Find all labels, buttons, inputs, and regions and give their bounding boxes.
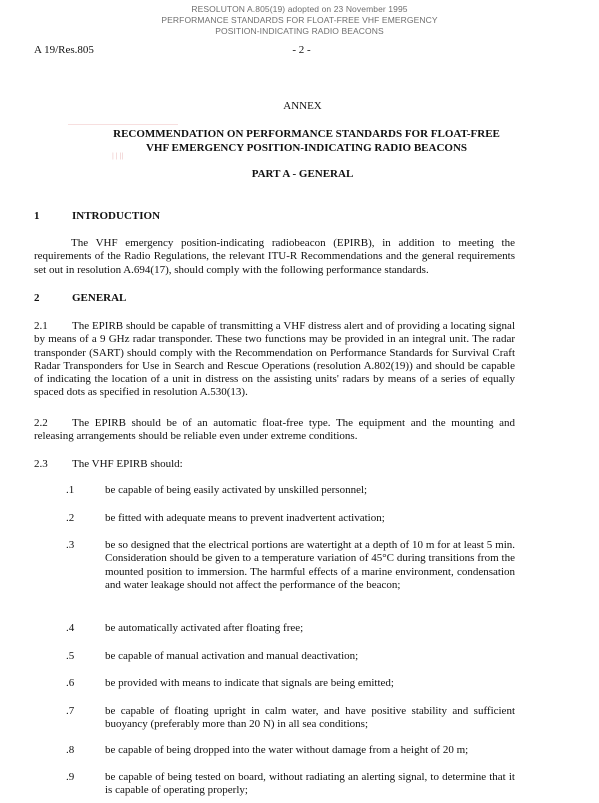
title-line-2: VHF EMERGENCY POSITION-INDICATING RADIO BEACONS xyxy=(145,142,468,154)
intro-paragraph: The VHF emergency position-indicating radiobeacon (EPIRB), in addition to meeting the requirements of the Radio Regulations, the relevant ITU-R Recommendations and the general requirements set out in resolution A.694(17), should comply with the following performance standards. xyxy=(34,237,515,276)
list-item-text: be fitted with adequate means to prevent inadvertent activation; xyxy=(105,512,385,524)
page-number: - 2 - xyxy=(292,44,311,56)
section-title: INTRODUCTION xyxy=(72,210,161,222)
running-header-line-3: POSITION-INDICATING RADIO BEACONS xyxy=(215,26,384,36)
list-item-text: be provided with means to indicate that signals are being emitted; xyxy=(105,677,394,689)
list-item-text: be capable of floating upright in calm water, and have positive stability and sufficient buoyancy (preferably more than 20 N) in all sea conditions; xyxy=(105,705,515,731)
annex-heading: ANNEX xyxy=(283,100,322,112)
faint-stamp-mark: | | || xyxy=(68,124,178,161)
list-item-text: be capable of manual activation and manual deactivation; xyxy=(105,650,359,662)
paragraph-number: 2.2 xyxy=(34,417,48,429)
section-title: GENERAL xyxy=(72,292,127,304)
paragraph-number: 2.1 xyxy=(34,320,48,332)
paragraph-2-3 xyxy=(34,458,515,471)
list-item-number: .7 xyxy=(66,705,75,717)
list-item-number: .4 xyxy=(66,622,75,634)
document-reference: A 19/Res.805 xyxy=(34,44,94,56)
list-item-number: .2 xyxy=(66,512,75,524)
list-item-number: .8 xyxy=(66,744,75,756)
paragraph-text: The VHF EPIRB should: xyxy=(72,458,183,470)
list-item-number: .6 xyxy=(66,677,75,689)
running-header-line-2: PERFORMANCE STANDARDS FOR FLOAT-FREE VHF EMERGENCY xyxy=(161,15,438,25)
list-item-text: be automatically activated after floating free; xyxy=(105,622,304,634)
list-item-number: .1 xyxy=(66,484,75,496)
title-line-1: RECOMMENDATION ON PERFORMANCE STANDARDS FOR FLOAT-FREE xyxy=(113,128,500,140)
paragraph-2-1 xyxy=(34,320,515,400)
running-header-line-1: RESOLUTON A.805(19) adopted on 23 November 1995 xyxy=(191,4,408,14)
list-item-number: .3 xyxy=(66,539,75,551)
paragraph-number: 2.3 xyxy=(34,458,48,470)
list-item-text: be capable of being tested on board, without radiating an alerting signal, to determine that it is capable of operating properly; xyxy=(105,771,515,797)
list-item-text: be so designed that the electrical portions are watertight at a depth of 10 m for at least 5 min. Consideration should be given to a temperature variation of 45°C during transitions from the mounted position to immersion. The harmful effects of a marine environment, condensation and water leakage should not affect the performance of the beacon; xyxy=(105,539,515,591)
paragraph-text: The EPIRB should be of an automatic float-free type. The equipment and the mounting and releasing arrangements should be reliable even under extreme conditions. xyxy=(34,417,515,443)
list-item-text: be capable of being dropped into the water without damage from a height of 20 m; xyxy=(105,744,469,756)
part-heading: PART A - GENERAL xyxy=(251,168,354,180)
list-item-number: .9 xyxy=(66,771,75,783)
section-number: 2 xyxy=(34,292,40,304)
list-item-text: be capable of being easily activated by unskilled personnel; xyxy=(105,484,368,496)
paragraph-text: The EPIRB should be capable of transmitting a VHF distress alert and of providing a locating signal by means of a 9 GHz radar transponder. These two functions may be provided in an integral unit. The radar transponder (SART) should comply with the Recommendation on Performance Standards for Survival Craft Radar Transponders for Use in Search and Rescue Operations (resolution A.802(19)) and should be capable of indicating the location of a unit in distress on the assisting units' radars by means of a series of equally spaced dots as specified in resolution A.530(13). xyxy=(34,320,515,399)
list-item-number: .5 xyxy=(66,650,75,662)
paragraph-2-2 xyxy=(34,417,515,444)
section-number: 1 xyxy=(34,210,40,222)
document-title xyxy=(0,127,599,155)
